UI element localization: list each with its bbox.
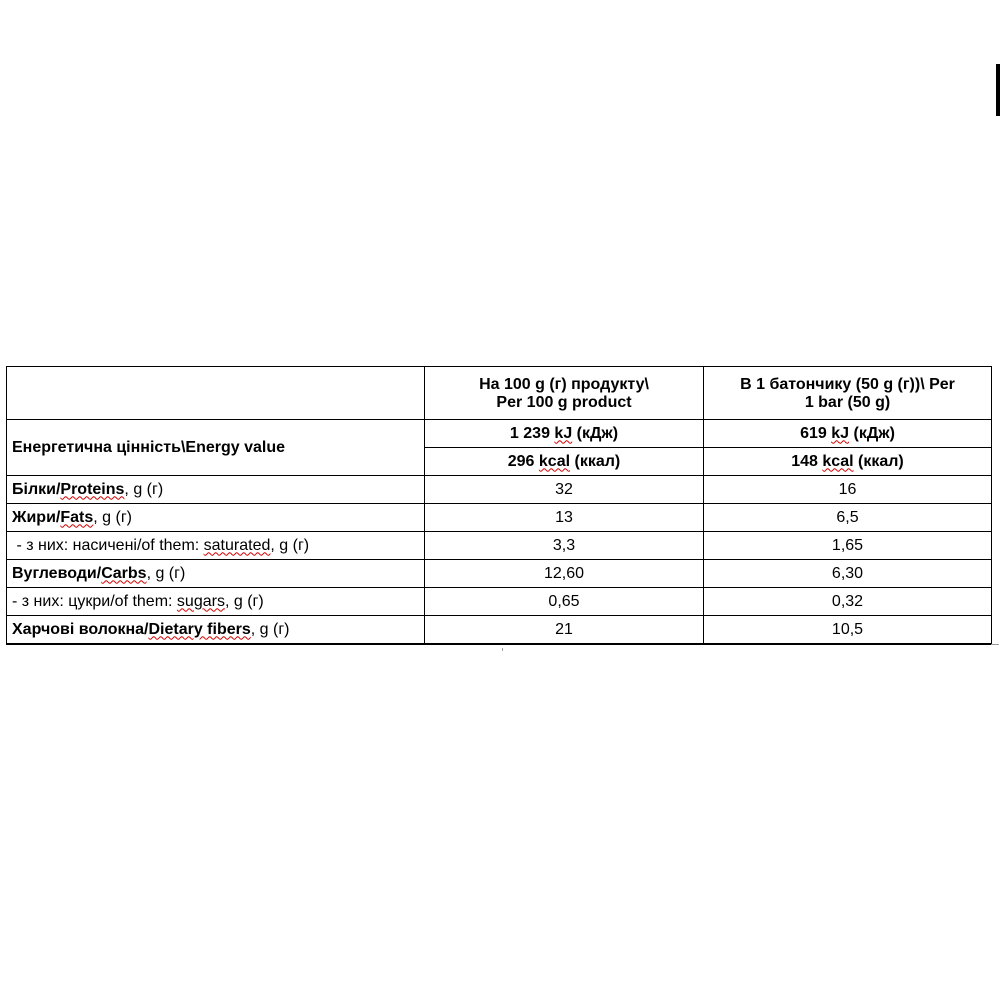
sugars-label bbox=[7, 588, 425, 616]
fibers-label bbox=[7, 616, 425, 645]
saturated-label-mid: : bbox=[194, 536, 204, 554]
sugars-per-100g: 0,65 bbox=[425, 588, 704, 616]
header-per-100g-line1: На 100 g (г) продукту\ bbox=[479, 376, 649, 393]
edge-artifact bbox=[996, 64, 1000, 116]
sugars-label-en: of them bbox=[114, 592, 169, 610]
proteins-label-local: Білки/ bbox=[12, 480, 61, 498]
energy-kcal-per-100g-unit: kcal bbox=[538, 452, 571, 470]
carbs-label-en: Carbs bbox=[101, 564, 147, 582]
saturated-label bbox=[7, 532, 425, 560]
header-per-bar-line1: В 1 батончику (50 g (г))\ Per bbox=[740, 376, 955, 393]
fibers-per-100g: 21 bbox=[425, 616, 704, 645]
proteins-label bbox=[7, 476, 425, 504]
carbs-per-bar: 6,30 bbox=[704, 560, 992, 588]
energy-kcal-per-bar-local-unit: (ккал) bbox=[858, 452, 904, 470]
saturated-label-en: of them bbox=[141, 536, 195, 554]
saturated-label-unit: , g (г) bbox=[270, 536, 310, 554]
sugars-label-en2: sugars bbox=[176, 592, 225, 610]
proteins-per-100g: 32 bbox=[425, 476, 704, 504]
sugars-label-local: - з них: цукри/ bbox=[12, 592, 115, 610]
header-per-bar bbox=[704, 367, 992, 420]
energy-kj-per-100g bbox=[425, 420, 704, 448]
saturated-per-100g: 3,3 bbox=[425, 532, 704, 560]
table-row-carbs bbox=[7, 560, 992, 588]
table-row-saturated bbox=[7, 532, 992, 560]
energy-kj-per-bar-local-unit: (кДж) bbox=[853, 424, 895, 442]
energy-kcal-per-100g-local-unit: (ккал) bbox=[574, 452, 621, 470]
proteins-label-unit: , g (г) bbox=[124, 480, 164, 498]
fats-label-en: Fats bbox=[60, 508, 94, 526]
saturated-label-en2: saturated bbox=[203, 536, 271, 554]
energy-kj-per-100g-local-unit: (кДж) bbox=[576, 424, 619, 442]
energy-kcal-per-bar bbox=[704, 448, 992, 476]
fats-per-bar: 6,5 bbox=[704, 504, 992, 532]
header-per-100g-line2: Per 100 g product bbox=[496, 394, 632, 411]
sugars-label-mid: : bbox=[168, 592, 177, 610]
scan-artifact-right bbox=[991, 644, 999, 645]
header-empty-cell bbox=[7, 367, 425, 420]
fibers-label-unit: , g (г) bbox=[250, 620, 290, 638]
fibers-label-local: Харчові волокна/ bbox=[12, 620, 149, 638]
carbs-label bbox=[7, 560, 425, 588]
energy-kj-per-100g-value: 1 239 bbox=[509, 424, 550, 442]
scan-artifact bbox=[502, 648, 503, 651]
table-row-proteins bbox=[7, 476, 992, 504]
energy-kj-row bbox=[7, 420, 992, 448]
energy-label: Енергетична цінність\Energy value bbox=[7, 420, 425, 476]
fats-per-100g: 13 bbox=[425, 504, 704, 532]
fibers-per-bar: 10,5 bbox=[704, 616, 992, 645]
proteins-label-en: Proteins bbox=[60, 480, 125, 498]
energy-kcal-per-bar-unit: kcal bbox=[822, 452, 854, 470]
saturated-per-bar: 1,65 bbox=[704, 532, 992, 560]
header-per-bar-line2: 1 bar (50 g) bbox=[804, 394, 891, 411]
table-row-fibers bbox=[7, 616, 992, 645]
energy-kj-per-bar-value: 619 bbox=[800, 424, 827, 442]
table-header-row bbox=[7, 367, 992, 420]
sugars-per-bar: 0,32 bbox=[704, 588, 992, 616]
carbs-label-local: Вуглеводи/ bbox=[12, 564, 102, 582]
header-per-100g bbox=[425, 367, 704, 420]
table-row-fats bbox=[7, 504, 992, 532]
energy-kj-per-100g-unit: kJ bbox=[554, 424, 573, 442]
sugars-label-unit: , g (г) bbox=[224, 592, 264, 610]
table-row-sugars bbox=[7, 588, 992, 616]
carbs-label-unit: , g (г) bbox=[146, 564, 186, 582]
energy-kcal-per-100g bbox=[425, 448, 704, 476]
saturated-label-local: - з них: насичені/ bbox=[12, 536, 142, 554]
fats-label-local: Жири/ bbox=[12, 508, 61, 526]
carbs-per-100g: 12,60 bbox=[425, 560, 704, 588]
nutrition-table bbox=[6, 366, 992, 645]
energy-kcal-per-bar-value: 148 bbox=[791, 452, 818, 470]
fibers-label-en: Dietary fibers bbox=[148, 620, 251, 638]
energy-kcal-per-100g-value: 296 bbox=[507, 452, 535, 470]
fats-label bbox=[7, 504, 425, 532]
energy-kj-per-bar-unit: kJ bbox=[831, 424, 850, 442]
proteins-per-bar: 16 bbox=[704, 476, 992, 504]
fats-label-unit: , g (г) bbox=[93, 508, 132, 526]
energy-kj-per-bar bbox=[704, 420, 992, 448]
